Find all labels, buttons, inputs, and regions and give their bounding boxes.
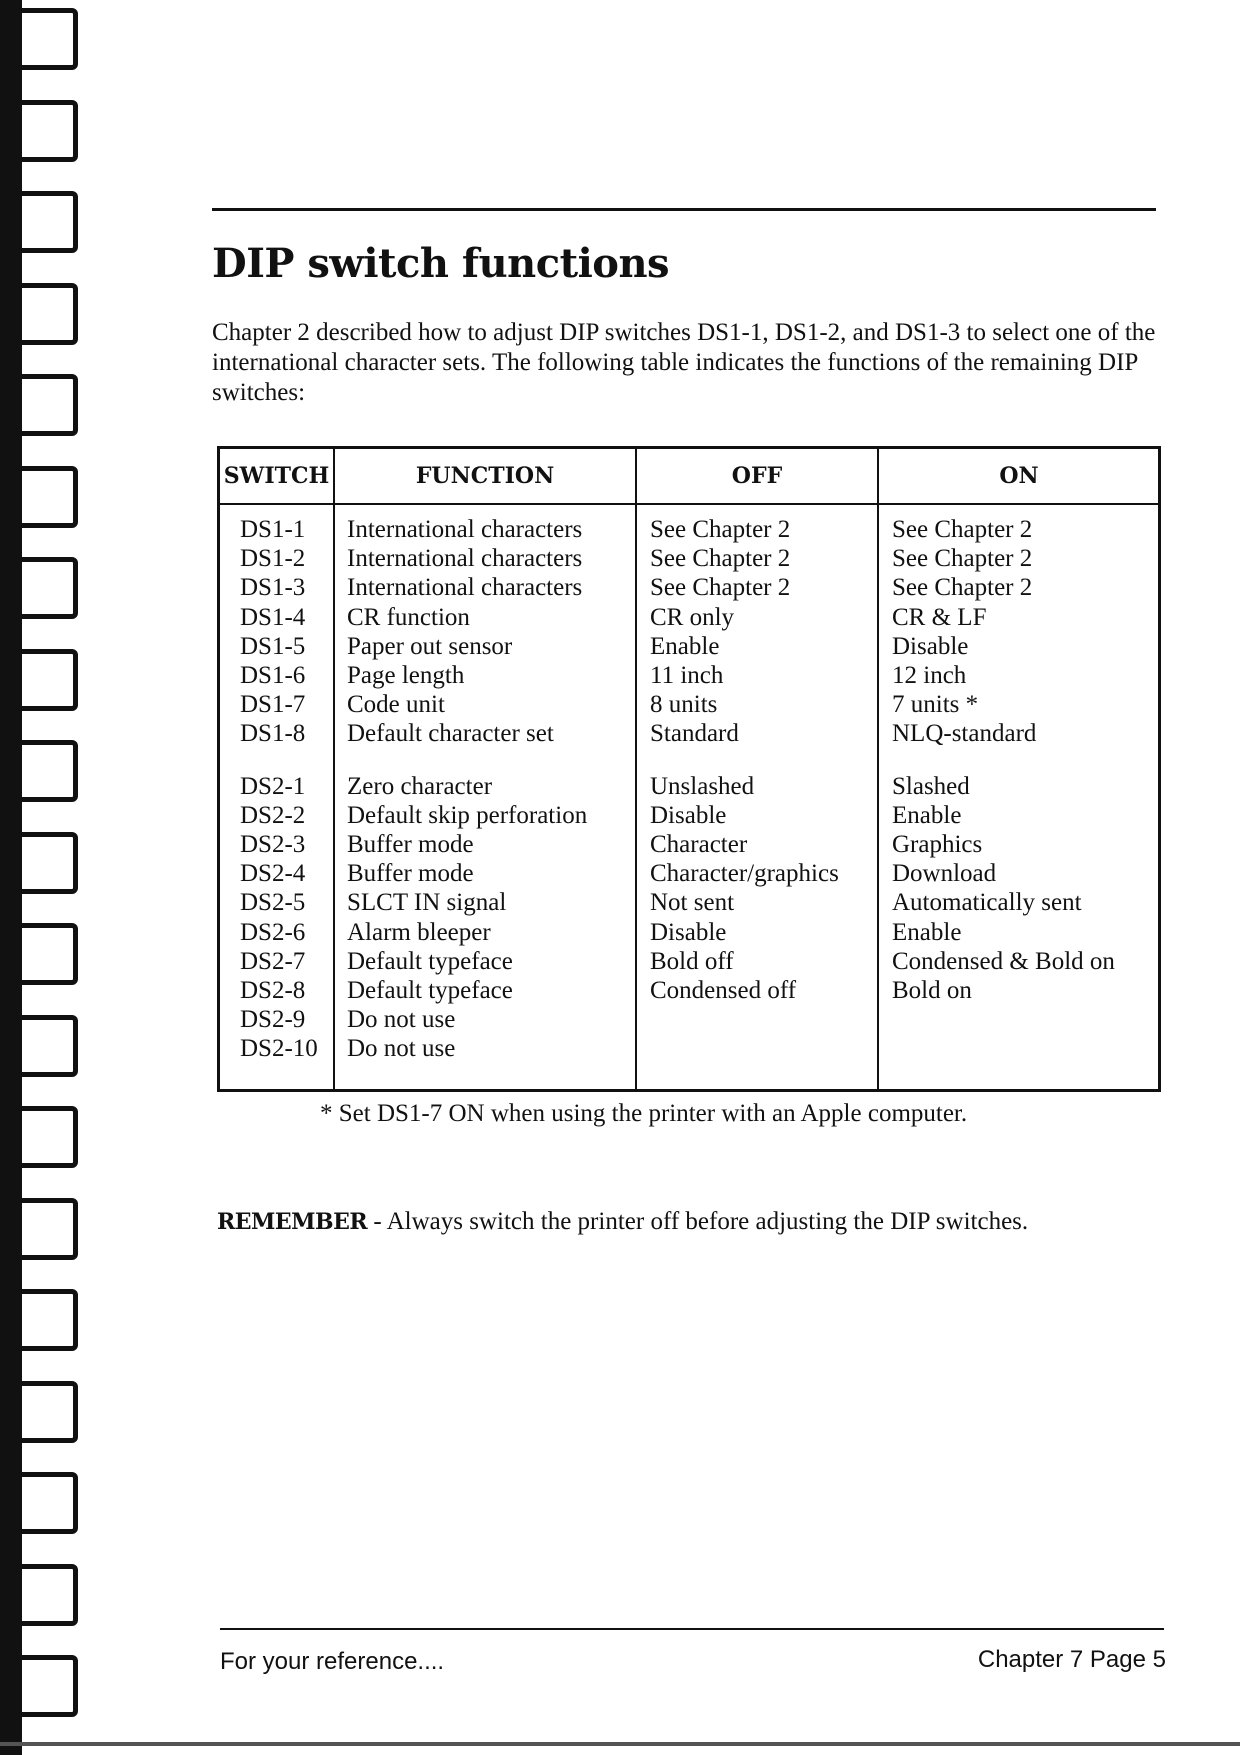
dip-switch-table bbox=[217, 446, 1161, 1092]
cell-switch: DS1-3 bbox=[240, 574, 306, 602]
cell-function: International characters bbox=[347, 516, 583, 543]
cell-on: Graphics bbox=[892, 831, 983, 858]
remember-note bbox=[217, 1208, 1028, 1236]
page-bottom-edge bbox=[0, 1742, 1240, 1746]
cell-function: Buffer mode bbox=[347, 860, 474, 888]
cell-off: Condensed off bbox=[650, 977, 797, 1004]
cell-switch: DS1-8 bbox=[240, 720, 306, 748]
cell-off: 8 units bbox=[650, 691, 718, 719]
binding-loop bbox=[10, 191, 78, 253]
header-divider bbox=[220, 503, 1158, 505]
cell-off: Character bbox=[650, 831, 748, 858]
cell-on: 12 inch bbox=[892, 662, 967, 689]
cell-switch: DS2-9 bbox=[240, 1006, 306, 1034]
cell-switch: DS2-3 bbox=[240, 831, 306, 858]
cell-off: See Chapter 2 bbox=[650, 516, 791, 543]
footer-left: For your reference.... bbox=[220, 1648, 445, 1675]
cell-function: International characters bbox=[347, 574, 583, 602]
cell-switch: DS2-5 bbox=[240, 889, 306, 917]
binding-loop bbox=[10, 1564, 78, 1626]
cell-function: Buffer mode bbox=[347, 831, 474, 858]
cell-on: Condensed & Bold on bbox=[892, 947, 1115, 975]
cell-function: SLCT IN signal bbox=[347, 889, 507, 917]
cell-off: 11 inch bbox=[650, 662, 724, 689]
header-on: ON bbox=[999, 463, 1039, 489]
cell-on: See Chapter 2 bbox=[892, 574, 1033, 602]
binding-loop bbox=[10, 649, 78, 711]
cell-on: Bold on bbox=[892, 977, 972, 1004]
top-rule bbox=[212, 208, 1156, 211]
cell-switch: DS2-6 bbox=[240, 918, 306, 946]
column-divider bbox=[877, 449, 879, 1089]
cell-switch: DS2-2 bbox=[240, 801, 306, 829]
header-switch: SWITCH bbox=[223, 463, 330, 489]
cell-off: Not sent bbox=[650, 889, 735, 917]
cell-on: Slashed bbox=[892, 772, 970, 800]
spiral-binding bbox=[0, 0, 90, 1755]
cell-on: NLQ-standard bbox=[892, 720, 1037, 748]
binding-loop bbox=[10, 100, 78, 162]
cell-off: Disable bbox=[650, 801, 727, 829]
cell-off: Unslashed bbox=[650, 772, 755, 800]
cell-off: Disable bbox=[650, 918, 727, 946]
binding-loop bbox=[10, 1472, 78, 1534]
page-title: DIP switch functions bbox=[212, 240, 670, 287]
cell-off: CR only bbox=[650, 603, 735, 631]
binding-loop bbox=[10, 557, 78, 619]
cell-function: Paper out sensor bbox=[347, 632, 513, 660]
cell-function: Page length bbox=[347, 662, 465, 689]
cell-switch: DS1-1 bbox=[240, 516, 306, 543]
binding-loop bbox=[10, 1655, 78, 1717]
binding-loop bbox=[10, 466, 78, 528]
cell-switch: DS1-6 bbox=[240, 662, 306, 689]
binding-loop bbox=[10, 8, 78, 70]
cell-switch: DS2-4 bbox=[240, 860, 306, 888]
cell-off: Bold off bbox=[650, 947, 734, 975]
column-divider bbox=[333, 449, 335, 1089]
cell-on: CR & LF bbox=[892, 603, 987, 631]
cell-switch: DS1-5 bbox=[240, 632, 306, 660]
cell-on: 7 units * bbox=[892, 691, 979, 719]
cell-on: Download bbox=[892, 860, 997, 888]
cell-function: Default skip perforation bbox=[347, 801, 588, 829]
cell-off: See Chapter 2 bbox=[650, 545, 791, 573]
cell-switch: DS2-8 bbox=[240, 977, 306, 1004]
cell-on: Automatically sent bbox=[892, 889, 1082, 917]
cell-switch: DS2-7 bbox=[240, 947, 306, 975]
cell-switch: DS1-2 bbox=[240, 545, 306, 573]
intro-paragraph: Chapter 2 described how to adjust DIP switches DS1-1, DS1-2, and DS1-3 to select one of the international character sets. The following table indicates the functions of the remaining DIP switches: bbox=[212, 319, 1156, 406]
binding-loop bbox=[10, 740, 78, 802]
cell-function: CR function bbox=[347, 603, 470, 631]
binding-loop bbox=[10, 832, 78, 894]
header-function: FUNCTION bbox=[415, 463, 555, 489]
cell-switch: DS2-10 bbox=[240, 1035, 318, 1063]
cell-switch: DS1-7 bbox=[240, 691, 306, 719]
cell-off: Standard bbox=[650, 720, 739, 748]
remember-label: REMEMBER bbox=[217, 1209, 368, 1235]
cell-function: Do not use bbox=[347, 1035, 456, 1063]
cell-function: Default typeface bbox=[347, 947, 513, 975]
cell-on: Enable bbox=[892, 918, 962, 946]
cell-function: Default typeface bbox=[347, 977, 513, 1004]
cell-function: Alarm bleeper bbox=[347, 918, 491, 946]
binding-loop bbox=[10, 1289, 78, 1351]
column-divider bbox=[635, 449, 637, 1089]
cell-on: See Chapter 2 bbox=[892, 545, 1033, 573]
header-off: OFF bbox=[731, 463, 783, 489]
bottom-rule bbox=[220, 1628, 1164, 1630]
binding-loop bbox=[10, 283, 78, 345]
binding-loop bbox=[10, 1015, 78, 1077]
binding-loop bbox=[10, 1198, 78, 1260]
footnote: * Set DS1-7 ON when using the printer with an Apple computer. bbox=[320, 1100, 968, 1127]
binding-loop bbox=[10, 374, 78, 436]
cell-off: See Chapter 2 bbox=[650, 574, 791, 602]
binding-loop bbox=[10, 1381, 78, 1443]
cell-switch: DS2-1 bbox=[240, 772, 306, 800]
cell-on: Enable bbox=[892, 801, 962, 829]
cell-off: Enable bbox=[650, 632, 720, 660]
remember-text: - Always switch the printer off before adjusting the DIP switches. bbox=[367, 1208, 1029, 1235]
footer-page-number: Chapter 7 Page 5 bbox=[977, 1646, 1166, 1673]
cell-function: Default character set bbox=[347, 720, 554, 748]
cell-on: See Chapter 2 bbox=[892, 516, 1033, 543]
cell-function: Code unit bbox=[347, 691, 445, 719]
binding-loop bbox=[10, 1106, 78, 1168]
cell-off: Character/graphics bbox=[650, 860, 839, 888]
binding-loop bbox=[10, 923, 78, 985]
cell-function: International characters bbox=[347, 545, 583, 573]
cell-function: Do not use bbox=[347, 1006, 456, 1034]
cell-switch: DS1-4 bbox=[240, 603, 306, 631]
cell-function: Zero character bbox=[347, 772, 493, 800]
cell-on: Disable bbox=[892, 632, 969, 660]
